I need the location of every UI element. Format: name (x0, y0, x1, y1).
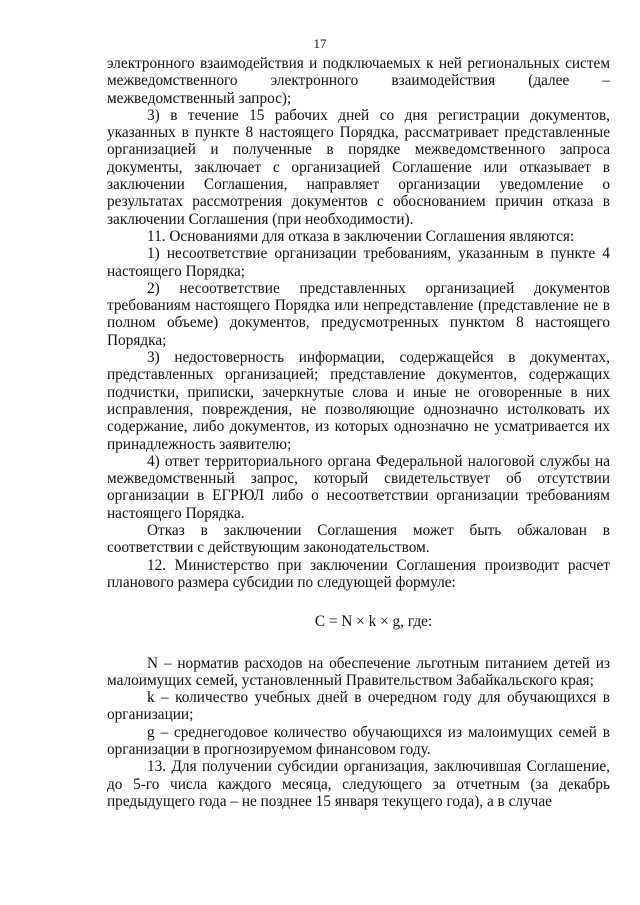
page-number: 17 (313, 36, 327, 51)
paragraph: 3) недостоверность информации, содержащейся в документах, представленных организацией; представление документов, содержащих подчистки, приписки, зачеркнутые слова и иные не оговоренные в них исправления, повреждения, не позволяющие однозначно истолковать их содержание, либо документов, из которых однозначно не усматривается их принадлежность заявителю; (107, 349, 610, 453)
paragraph: 1) несоответствие организации требованиям, указанным в пункте 4 настоящего Порядка; (107, 245, 610, 280)
definition-g: g – среднегодовое количество обучающихся из малоимущих семей в организации в прогнозируемом финансовом году. (107, 723, 610, 758)
paragraph: 11. Основаниями для отказа в заключении Соглашения являются: (147, 227, 575, 245)
document-body (107, 55, 610, 810)
subsidy-formula: C = N × k × g, где: (314, 613, 433, 631)
paragraph: Отказ в заключении Соглашения может быть обжалован в соответствии с действующим законодательством. (107, 522, 610, 557)
paragraph: 12. Министерство при заключении Соглашения производит расчет планового размера субсидии по следующей формуле: (107, 556, 610, 591)
definition-k: k – количество учебных дней в очередном году для обучающихся в организации; (107, 689, 610, 724)
paragraph: электронного взаимодействия и подключаемых к ней региональных систем межведомственного электронного взаимодействия (далее – межведомственный запрос); (107, 55, 610, 107)
paragraph: 2) несоответствие представленных организацией документов требованиям настоящего Порядка или непредставление (представление не в полном объеме) документов, предусмотренных пунктом 8 настоящего Порядка; (107, 279, 610, 349)
paragraph: 3) в течение 15 рабочих дней со дня регистрации документов, указанных в пункте 8 настоящего Порядка, рассматривает представленные организацией и полученные в порядке межведомственного запроса документы, заключает с организацией Соглашение или отказывает в заключении Соглашения, направляет организации уведомление о результатах рассмотрения документов с обоснованием причин отказа в заключении Соглашения (при необходимости). (107, 106, 610, 228)
definition-n: N – норматив расходов на обеспечение льготным питанием детей из малоимущих семей, установленный Правительством Забайкальского края; (107, 654, 610, 689)
paragraph: 13. Для получении субсидии организация, заключившая Соглашение, до 5-го числа каждого месяца, следующего за отчетным (за декабрь предыдущего года – не позднее 15 января текущего года), а в случае (107, 758, 610, 810)
paragraph: 4) ответ территориального органа Федеральной налоговой службы на межведомственный запрос, который свидетельствует об отсутствии организации в ЕГРЮЛ либо о несоответствии организации требованиям настоящего Порядка. (107, 452, 610, 522)
